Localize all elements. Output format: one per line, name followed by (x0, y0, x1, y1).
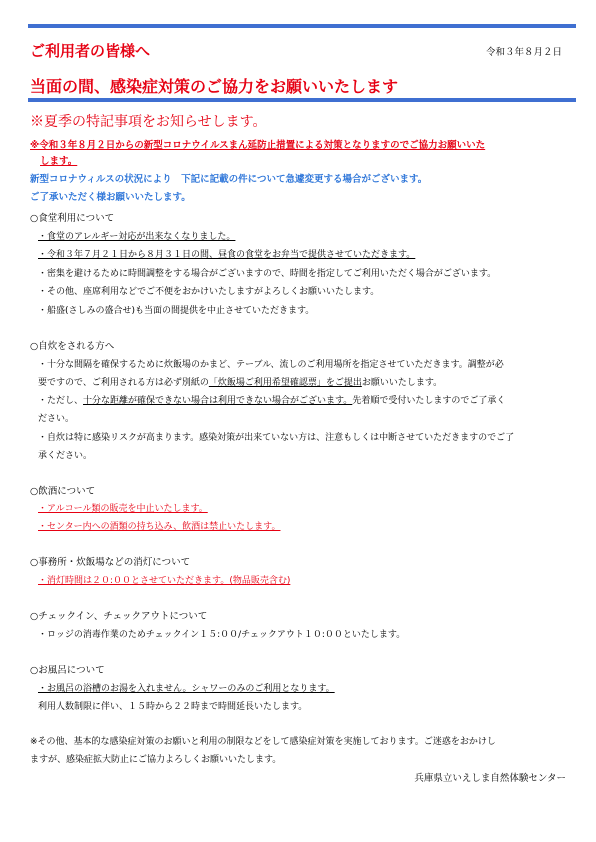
bath-item: ・お風呂の浴槽のお湯を入れません。シャワーのみのご利用となります。 (38, 684, 335, 694)
cooking-line: ださい。 (38, 414, 75, 424)
dining-item: ・令和３年７月２１日から８月３１日の間、昼食の食堂をお弁当で提供させていただきます。 (38, 250, 416, 260)
checkin-heading: ○チェックイン、チェックアウトについて (30, 611, 208, 622)
checkin-item: ・ロッジの消毒作業のためチェックイン１５:００/チェックアウト１０:００といたします。 (38, 630, 406, 640)
cooking-distance-warning: 十分な距離が確保できない場合は利用できない場合がございます。 (83, 396, 353, 406)
top-divider (28, 24, 576, 28)
cooking-line-text: ・ただし、 (38, 396, 84, 406)
summer-notice: ※夏季の特記事項をお知らせします。 (30, 114, 267, 130)
bath-item: 利用人数制限に伴い、１５時から２２時まで時間延長いたします。 (38, 702, 308, 712)
lights-out-heading: ○事務所・炊飯場などの消灯について (30, 557, 191, 568)
dining-item: ・密集を避けるために時間調整をする場合がございますので、時間を指定してご利用いただく場合がございます。 (38, 269, 497, 279)
cooking-line: 承ください。 (38, 451, 93, 461)
page-title: 当面の間、感染症対策のご協力をお願いいたします (30, 77, 399, 96)
closing-line-2: ますが、感染症拡大防止にご協力よろしくお願いいたします。 (30, 755, 282, 765)
drinking-item: ・センター内への酒類の持ち込み、飲酒は禁止いたします。 (38, 522, 281, 532)
dining-heading: ○食堂利用について (30, 213, 115, 224)
cooking-line-text: お願いいたします。 (361, 378, 443, 388)
dining-item: ・その他、座席利用などでご不便をおかけいたしますがよろしくお願いいたします。 (38, 287, 380, 297)
cooking-form-reference: 「炊飯場ご利用希望確認票」をご提出 (208, 378, 362, 388)
lights-out-item: ・消灯時間は２０:００とさせていただきます。(物品販売含む) (38, 576, 291, 586)
cooking-line: ・十分な間隔を確保するために炊飯場のかまど、テーブル、流しのご利用場所を指定させていただきます。調整が必 (38, 360, 504, 370)
drinking-item: ・アルコール類の販売を中止いたします。 (38, 504, 208, 514)
dining-item: ・船盛(さしみの盛合せ)も当面の間提供を中止させていただきます。 (38, 306, 315, 316)
intro-red-line-1: ※令和３年８月２日からの新型コロナウイルスまん延防止措置による対策となりますのでご協力お願いいた (30, 140, 486, 151)
cooking-line-text: 先着順で受付いたしますのでご了承く (352, 396, 506, 406)
intro-blue-line-2: ご了承いただく様お願いいたします。 (30, 192, 191, 203)
cooking-heading: ○自炊をされる方へ (30, 341, 115, 352)
organization-name: 兵庫県立いえしま自然体験センター (414, 773, 566, 784)
cooking-line-text: 要ですので、ご利用される方は必ず別紙の (38, 378, 209, 388)
intro-blue-line-1: 新型コロナウィルスの状況により 下記に記載の件について急遽変更する場合がございます。 (30, 174, 428, 185)
cooking-line: ・自炊は特に感染リスクが高まります。感染対策が出来ていない方は、注意もしくは中断させていただきますのでご了 (38, 433, 515, 443)
drinking-heading: ○飲酒について (30, 486, 96, 497)
issue-date: 令和３年８月２日 (486, 47, 563, 58)
cooking-line (38, 393, 505, 406)
greeting-heading: ご利用者の皆様へ (30, 42, 151, 60)
intro-red-line-2: します。 (40, 156, 78, 167)
cooking-line (38, 375, 442, 388)
closing-line-1: ※その他、基本的な感染症対策のお願いと利用の制限などをして感染症対策を実施しております。ご迷惑をおかけし (30, 737, 496, 747)
bath-heading: ○お風呂について (30, 665, 105, 676)
title-divider (28, 98, 576, 102)
dining-item: ・食堂のアレルギー対応が出来なくなりました。 (38, 232, 236, 242)
